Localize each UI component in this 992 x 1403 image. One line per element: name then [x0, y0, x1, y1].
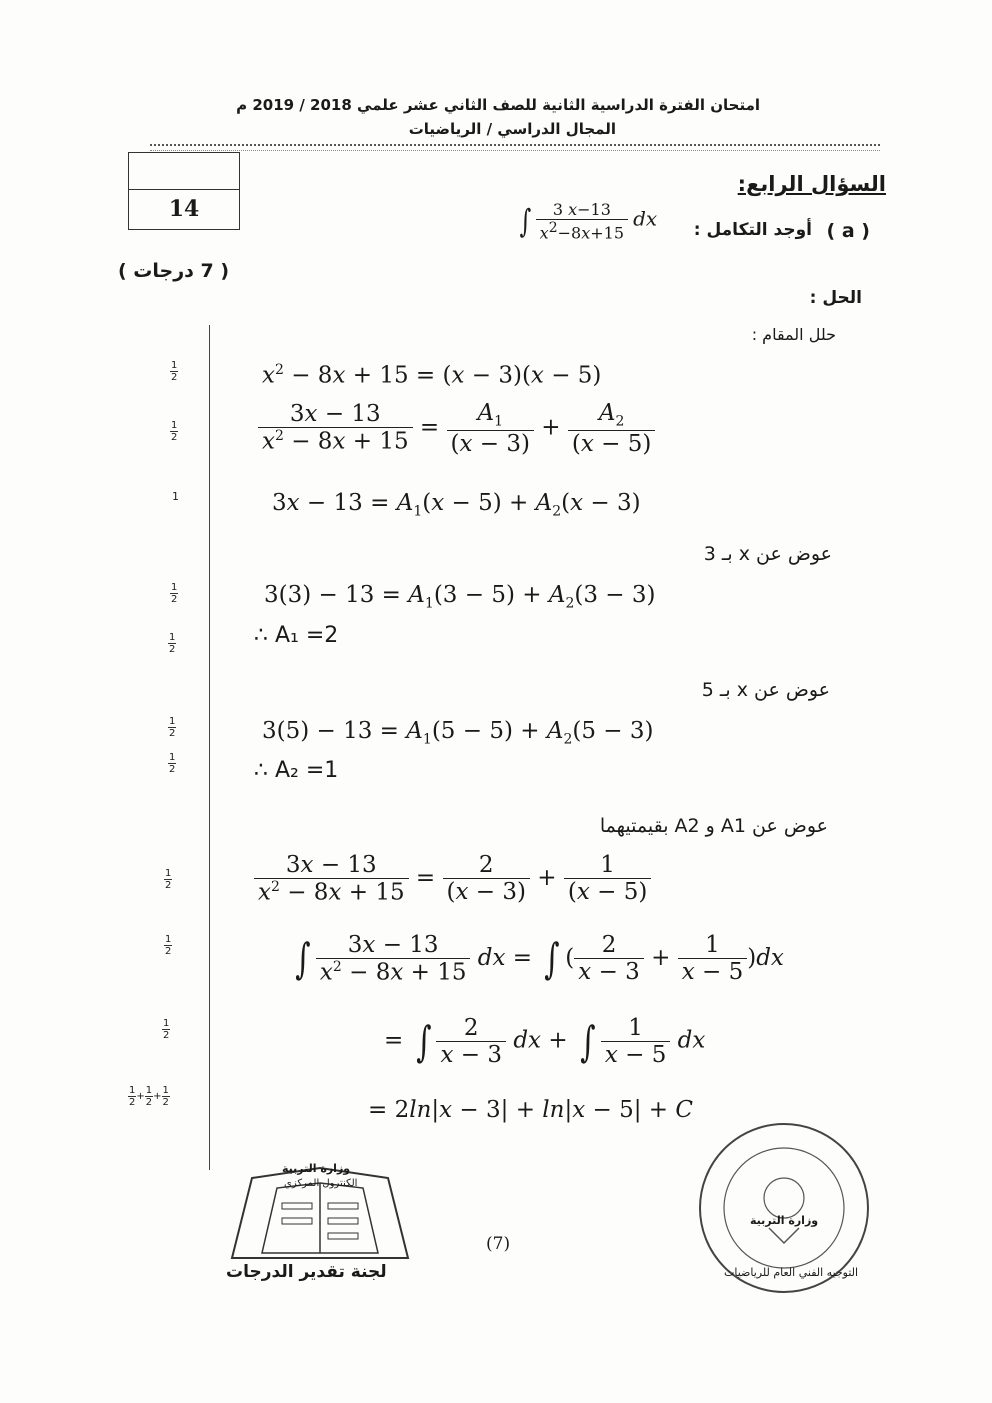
question-integral: ∫ $\frac{3 x-13}{x^2-8x+15}$ dx: [519, 200, 658, 243]
question-title: السؤال الرابع:: [737, 172, 886, 196]
final-answer: = 2ln|x − 3| + ln|x − 5| + C: [368, 1097, 693, 1123]
mark-10: 1 2: [163, 1018, 170, 1041]
header-rule-2: [150, 150, 880, 151]
step-integral: ∫ $\frac{3x - 13}{x^2 - 8x + 15}$ dx = ∫ ( $\frac{2}{x - 3}$ + $\frac{1}{x - 5}$ )dx: [295, 932, 784, 986]
mark-3: 1: [172, 490, 179, 503]
mark-11: $\frac{1}{2}$ + $\frac{1}{2}$ + $\frac{1}{2}$: [129, 1085, 169, 1108]
step-sub3: $3(3) - 13 = A_1(3 - 5) + A_2(3 - 3)$: [264, 582, 656, 612]
header-rule: [150, 144, 880, 146]
exam-title: امتحان الفترة الدراسية الثانية للصف الثاني عشر علمي 2018 / 2019 م: [236, 96, 760, 114]
part-text: أوجد التكامل :: [693, 220, 812, 240]
mark-2: 1 2: [171, 420, 178, 443]
step-integral-split: = ∫ $\frac{2}{x - 3}$ dx + ∫ $\frac{1}{x - 5}$ dx: [384, 1015, 706, 1068]
points-label: ( 7 درجات ): [118, 260, 230, 282]
ministry-stamp: [694, 1118, 874, 1298]
part-label: ( a ): [826, 220, 870, 242]
factor-label: حلل المقام :: [751, 325, 836, 344]
score-box: [128, 152, 240, 230]
mark-7: 1 2: [169, 752, 176, 775]
solution-label: الحل :: [809, 288, 862, 308]
step-decomposed: $\frac{3x - 13}{x^2 - 8x + 15}$ = $\frac{2}{(x - 3)}$ + $\frac{1}{(x - 5)}$: [254, 852, 651, 906]
page-number: (7): [486, 1234, 511, 1254]
stamp-right-ring: التوجيه الفني العام للرياضيات: [724, 1266, 859, 1279]
mark-8: 1 2: [165, 868, 172, 891]
step-sub5: $3(5) - 13 = A_1(5 - 5) + A_2(5 - 3)$: [262, 718, 654, 748]
stamp-right-center: وزارة التربية: [750, 1214, 819, 1227]
committee-stamp: [222, 1158, 418, 1286]
sub5-label: عوض عن x بـ 5: [701, 679, 830, 701]
result-a2: ∴ A₂ =1: [254, 758, 339, 783]
step-equate: $3x - 13 = A_1(x - 5) + A_2(x - 3)$: [272, 490, 641, 520]
exam-subject: المجال الدراسي / الرياضيات: [408, 120, 616, 138]
mark-9: 1 2: [165, 934, 172, 957]
stamp-left-footer: لجنة تقدير الدرجات: [226, 1262, 387, 1282]
margin-line: [209, 325, 210, 1170]
result-a1: ∴ A₁ =2: [254, 623, 339, 648]
mark-5: 1 2: [169, 632, 176, 655]
mark-6: 1 2: [169, 716, 176, 739]
sub3-label: عوض عن x بـ 3: [703, 543, 832, 565]
score-value: 14: [168, 196, 200, 222]
stamp-left-line1: وزارة التربية: [282, 1162, 351, 1175]
mark-1: 1 2: [171, 360, 178, 383]
step-partial: $\frac{3x - 13}{x^2 - 8x + 15}$ = $\frac{A_1}{(x - 3)}$ + $\frac{A_2}{(x - 5)}$: [258, 400, 655, 457]
mark-4: 1 2: [171, 582, 178, 605]
stamp-left-line2: الكنترول المركزي: [284, 1178, 358, 1189]
subA-label: عوض عن A1 و A2 بقيمتيهما: [599, 815, 828, 837]
step-factor: $x^2 - 8x + 15 = (x - 3)(x - 5)$: [262, 362, 602, 389]
